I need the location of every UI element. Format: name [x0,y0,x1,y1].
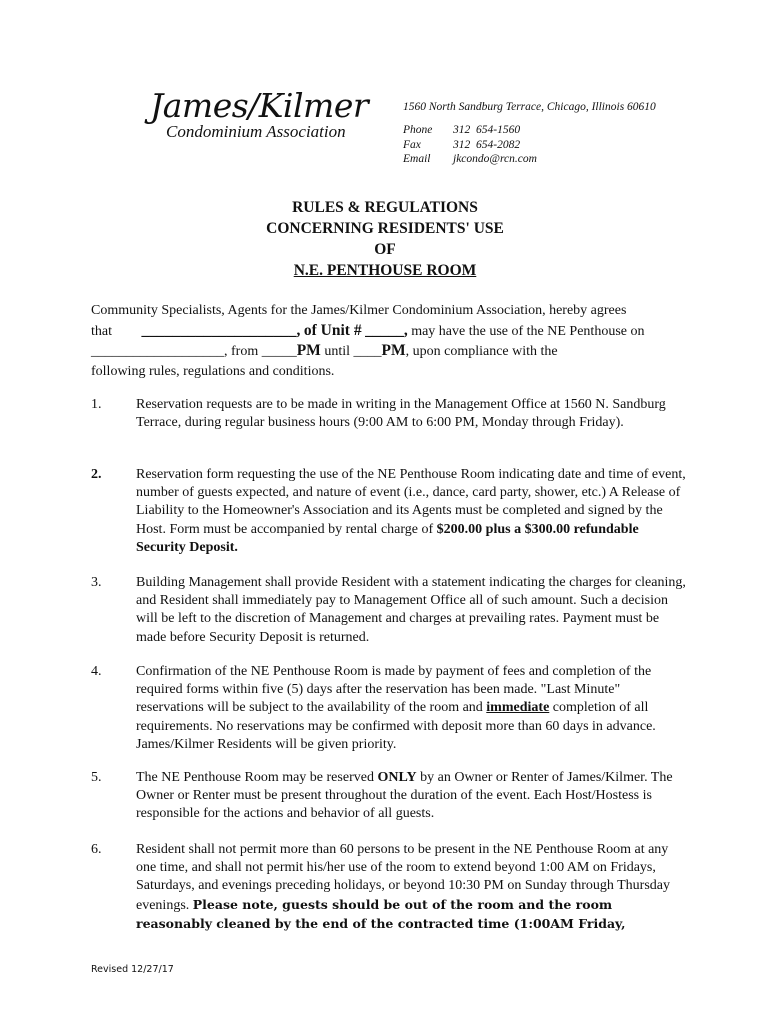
phone-number: 312 654-1560 [453,124,521,136]
title-line-4: N.E. PENTHOUSE ROOM [293,262,477,279]
fax-label: Fax [403,138,421,151]
end-time-blank: ____ [353,344,382,359]
letterhead-contact [403,123,537,167]
name-blank: ____________________, [141,321,301,339]
document-title [0,197,770,281]
rule-item-3 [91,574,691,647]
unit-blank: _____, [365,321,408,339]
intro-paragraph [91,301,691,381]
title-line-3: OF [374,241,396,258]
pm-label-2: PM [381,342,406,359]
start-time-blank: _____ [261,344,297,359]
rule-number: 3. [91,575,102,590]
rule-text-a: The NE Penthouse Room may be reserved [136,770,374,785]
rule-note: Please note, guests should be out of the room and the room reasonably cleaned by the end of the contracted time (1:00AM Friday, [136,896,626,931]
rule-item-5 [91,769,691,824]
rule-fee-text: $200.00 plus a $300.00 refundable Security Deposit. [136,521,639,555]
rule-number: 1. [91,397,102,412]
rule-item-2 [91,466,691,557]
intro-text-1: Community Specialists, Agents for the James/Kilmer Condominium Association, hereby agrees [91,303,627,318]
rule-number: 4. [91,664,102,679]
logo-name: James/Kilmer [150,86,369,125]
rule-emphasis: ONLY [377,770,417,785]
rule-item-6 [91,841,691,934]
intro-that: that [91,323,112,339]
rule-text: Reservation requests are to be made in writing in the Management Office at 1560 N. Sandburg Terrace, during regular business hours (9:00 AM to 6:00 PM, Monday through Friday). [136,397,666,431]
intro-text-2: may have the use of the NE Penthouse on [411,323,645,339]
email-address: jkcondo@rcn.com [453,153,537,165]
until-label: until [324,344,350,359]
title-line-1: RULES & REGULATIONS [292,199,478,216]
logo-subtitle: Condominium Association [166,122,346,141]
rule-number: 6. [91,842,102,857]
date-blank: ___________________ [91,344,224,359]
title-line-2: CONCERNING RESIDENTS' USE [266,220,504,237]
rule-text-a: Confirmation of the NE Penthouse Room is made by payment of fees and completion of the required forms within five (5) days after the reservation has been made. "Last Minute" reservations will be subject to the availability of the room and [136,664,652,716]
rule-text-b: completion of all requirements. No reservations may be confirmed with deposit more than 60 days in advance. James/Kilmer Residents will be given priority. [136,700,656,752]
association-logo [150,88,368,142]
rule-text: Reservation form requesting the use of the NE Penthouse Room indicating date and time of event, number of guests expected, and nature of event (i.e., dance, card party, shower, etc.) A Release of Liability to the Homeowner's Association and its Agents must be completed and signed by the Host. Form must be accompanied by rental charge of [136,467,686,537]
rule-text: Building Management shall provide Resident with a statement indicating the charges for cleaning, and Resident shall immediately pay to Management Office all of such amount. Such a decision will be left to the discretion of Management and charges at prevailing rates. Payment must be made before Security Deposit is returned. [136,575,686,645]
intro-text-4: following rules, regulations and conditions. [91,363,335,379]
pm-label-1: PM [296,342,321,359]
rule-item-1 [91,396,691,432]
rule-emphasis: immediate [486,700,550,716]
rule-number: 2. [91,467,102,482]
email-label: Email [403,153,431,165]
rule-text-b: by an Owner or Renter of James/Kilmer. The Owner or Renter must be present throughout the duration of the event. Each Host/Hostess is responsible for the actions and behavior of all guests. [136,770,673,822]
of-unit-label: of Unit # [303,321,362,339]
phone-label: Phone [403,124,433,136]
fax-number: 312 654-2082 [453,138,521,151]
revision-footer: Revised 12/27/17 [91,964,174,975]
rule-item-4 [91,663,691,754]
from-label: , from [224,344,259,359]
intro-text-3: , upon compliance with the [405,344,558,359]
rule-text: Resident shall not permit more than 60 persons to be present in the NE Penthouse Room at any one time, and shall not permit his/her use of the room to extend beyond 1:00 AM on Fridays, Saturdays, and evenings preceding holidays, or beyond 10:30 PM on Sunday through Thursday evenings. [136,842,671,913]
letterhead-address: 1560 North Sandburg Terrace, Chicago, Illinois 60610 [403,101,656,113]
rule-number: 5. [91,770,102,785]
